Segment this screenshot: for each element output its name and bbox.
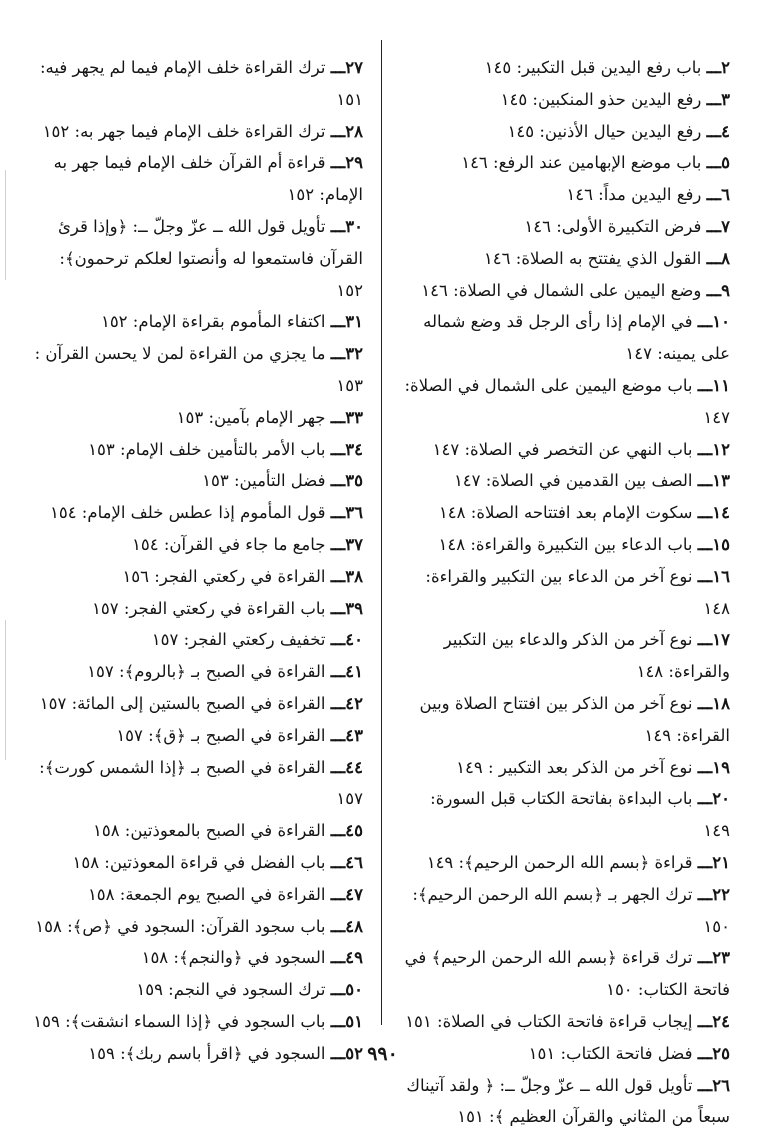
entry-title: باب سجود القرآن: السجود في ﴿ص﴾: ١٥٨ xyxy=(35,917,325,936)
entry-title: القراءة في الصبح بـ ﴿إذا الشمس كورت﴾: ١٥٧ xyxy=(39,758,363,809)
index-entry xyxy=(33,688,363,720)
index-entry xyxy=(33,815,363,847)
entry-number: ٢٨ـــ xyxy=(331,122,363,141)
index-entry xyxy=(400,306,730,370)
entry-title: تأويل قول الله ــ عزّ وجلّ ــ: ﴿ ولقد آتيناك سبعاً من المثاني والقرآن العظيم ﴾: ١٥١ xyxy=(406,1076,730,1127)
entry-title: قراءة أم القرآن خلف الإمام فيما جهر به الإمام: ١٥٢ xyxy=(54,153,363,204)
entry-title: القراءة في الصبح بالستين إلى المائة: ١٥٧ xyxy=(40,694,326,713)
entry-number: ٢١ـــ xyxy=(698,853,730,872)
index-entry xyxy=(400,116,730,148)
entry-number: ٢٦ـــ xyxy=(698,1076,730,1095)
entry-number: ٣٠ـــ xyxy=(331,217,363,236)
entry-number: ٤٦ـــ xyxy=(331,853,363,872)
entry-title: باب النهي عن التخصر في الصلاة: ١٤٧ xyxy=(433,440,693,459)
index-column-right xyxy=(400,52,730,1133)
entry-title: نوع آخر من الذكر والدعاء بين التكبير والقراءة: ١٤٨ xyxy=(444,630,730,681)
index-entry xyxy=(400,52,730,84)
entry-title: رفع اليدين حذو المنكبين: ١٤٥ xyxy=(501,90,702,109)
entry-number: ٤٣ـــ xyxy=(331,726,363,745)
entry-title: باب البداءة بفاتحة الكتاب قبل السورة: ١٤٩ xyxy=(430,789,730,840)
entry-title: جامع ما جاء في القرآن: ١٥٤ xyxy=(132,535,325,554)
index-entry xyxy=(33,434,363,466)
entry-title: باب السجود في ﴿إذا السماء انشقت﴾: ١٥٩ xyxy=(33,1012,325,1031)
entry-number: ٣٦ـــ xyxy=(331,503,363,522)
index-entry xyxy=(33,624,363,656)
column-divider xyxy=(381,40,382,1025)
index-entry xyxy=(400,783,730,847)
entry-title: فرض التكبيرة الأولى: ١٤٦ xyxy=(524,217,701,236)
entry-number: ٣١ـــ xyxy=(331,312,363,331)
scan-edge-mark xyxy=(5,620,6,760)
index-entry xyxy=(33,529,363,561)
scan-edge-mark xyxy=(5,170,6,280)
entry-number: ١٣ـــ xyxy=(698,471,730,490)
entry-number: ٢٥ـــ xyxy=(698,1044,730,1063)
entry-title: ما يجزي من القراءة لمن لا يحسن القرآن : ١٥٣ xyxy=(35,344,363,395)
entry-number: ٩ـــ xyxy=(707,281,730,300)
entry-title: سكوت الإمام بعد افتتاحه الصلاة: ١٤٨ xyxy=(439,503,693,522)
entry-title: ترك القراءة خلف الإمام فيما جهر به: ١٥٢ xyxy=(43,122,326,141)
entry-number: ٧ـــ xyxy=(707,217,730,236)
entry-title: في الإمام إذا رأى الرجل قد وضع شماله على يمينه: ١٤٧ xyxy=(423,312,730,363)
entry-title: نوع آخر من الذكر بعد التكبير : ١٤٩ xyxy=(456,758,692,777)
entry-number: ٢٩ـــ xyxy=(331,153,363,172)
index-entry xyxy=(33,338,363,402)
entry-title: رفع اليدين مداً: ١٤٦ xyxy=(566,185,701,204)
entry-title: رفع اليدين حيال الأذنين: ١٤٥ xyxy=(508,122,702,141)
entry-title: القراءة في الصبح بـ ﴿ق﴾: ١٥٧ xyxy=(116,726,325,745)
entry-number: ١٢ـــ xyxy=(698,440,730,459)
entry-number: ٤ـــ xyxy=(707,122,730,141)
entry-title: تخفيف ركعتي الفجر: ١٥٧ xyxy=(152,630,326,649)
index-entry xyxy=(400,434,730,466)
entry-title: قراءة ﴿بسم الله الرحمن الرحيم﴾: ١٤٩ xyxy=(427,853,693,872)
index-entry xyxy=(33,720,363,752)
entry-title: باب الدعاء بين التكبيرة والقراءة: ١٤٨ xyxy=(439,535,693,554)
index-entry xyxy=(33,147,363,211)
entry-title: باب موضع اليمين على الشمال في الصلاة: ١٤٧ xyxy=(404,376,730,427)
index-entry xyxy=(400,465,730,497)
index-entry xyxy=(33,593,363,625)
entry-number: ٣٣ـــ xyxy=(331,408,363,427)
entry-title: باب الأمر بالتأمين خلف الإمام: ١٥٣ xyxy=(88,440,325,459)
entry-title: فضل فاتحة الكتاب: ١٥١ xyxy=(529,1044,693,1063)
index-entry xyxy=(33,561,363,593)
entry-title: القراءة في الصبح يوم الجمعة: ١٥٨ xyxy=(88,885,326,904)
index-entry xyxy=(33,752,363,816)
entry-number: ١٧ـــ xyxy=(698,630,730,649)
index-entry xyxy=(33,402,363,434)
entry-number: ٥٠ـــ xyxy=(331,980,363,999)
index-entry xyxy=(400,275,730,307)
entry-number: ٣٤ـــ xyxy=(331,440,363,459)
entry-number: ١٤ـــ xyxy=(698,503,730,522)
index-entry xyxy=(33,879,363,911)
entry-number: ١٨ـــ xyxy=(698,694,730,713)
index-entry xyxy=(400,84,730,116)
entry-number: ٨ـــ xyxy=(707,249,730,268)
index-entry xyxy=(400,624,730,688)
index-column-left xyxy=(33,52,363,1070)
entry-number: ٢٤ـــ xyxy=(698,1012,730,1031)
entry-number: ١٦ـــ xyxy=(698,567,730,586)
index-entry xyxy=(400,847,730,879)
index-entry xyxy=(400,147,730,179)
index-entry xyxy=(33,116,363,148)
entry-number: ٣٧ـــ xyxy=(331,535,363,554)
entry-title: الصف بين القدمين في الصلاة: ١٤٧ xyxy=(454,471,693,490)
entry-number: ٣ـــ xyxy=(707,90,730,109)
index-entry xyxy=(400,497,730,529)
entry-title: فضل التأمين: ١٥٣ xyxy=(202,471,325,490)
entry-number: ١١ـــ xyxy=(698,376,730,395)
index-entry xyxy=(400,1006,730,1038)
entry-title: نوع آخر من الدعاء بين التكبير والقراءة: ١٤٨ xyxy=(425,567,730,618)
entry-title: ترك قراءة ﴿بسم الله الرحمن الرحيم﴾ في فاتحة الكتاب: ١٥٠ xyxy=(405,948,730,999)
entry-title: ترك الجهر بـ ﴿بسم الله الرحمن الرحيم﴾: ١٥٠ xyxy=(412,885,730,936)
index-entry xyxy=(400,243,730,275)
index-entry xyxy=(33,465,363,497)
entry-number: ٤٧ـــ xyxy=(331,885,363,904)
index-entry xyxy=(400,752,730,784)
entry-number: ٤٤ـــ xyxy=(331,758,363,777)
index-entry xyxy=(33,911,363,943)
entry-title: تأويل قول الله ــ عزّ وجلّ ــ: ﴿وإذا قرئ القرآن فاستمعوا له وأنصتوا لعلكم ترحمون﴾: ١٥٢ xyxy=(58,217,363,300)
index-entry xyxy=(33,306,363,338)
entry-title: القراءة في الصبح بـ ﴿بالروم﴾: ١٥٧ xyxy=(87,662,325,681)
entry-title: باب الفضل في قراءة المعوذتين: ١٥٨ xyxy=(72,853,325,872)
index-entry xyxy=(400,370,730,434)
entry-title: القول الذي يفتتح به الصلاة: ١٤٦ xyxy=(484,249,701,268)
index-entry xyxy=(400,942,730,1006)
index-entry xyxy=(400,1070,730,1133)
entry-number: ٢ـــ xyxy=(707,58,730,77)
index-entry xyxy=(33,52,363,116)
entry-number: ٢٣ـــ xyxy=(698,948,730,967)
entry-title: السجود في ﴿والنجم﴾: ١٥٨ xyxy=(142,948,326,967)
index-entry xyxy=(400,561,730,625)
page-number: ٩٩٠ xyxy=(0,1043,765,1065)
entry-title: إيجاب قراءة فاتحة الكتاب في الصلاة: ١٥١ xyxy=(405,1012,692,1031)
index-entry xyxy=(400,529,730,561)
index-entry xyxy=(400,879,730,943)
index-entry xyxy=(400,211,730,243)
entry-title: ترك القراءة خلف الإمام فيما لم يجهر فيه: ١٥١ xyxy=(40,58,363,109)
entry-title: نوع آخر من الذكر بين افتتاح الصلاة وبين القراءة: ١٤٩ xyxy=(420,694,730,745)
entry-number: ٤٢ـــ xyxy=(331,694,363,713)
entry-number: ٣٩ـــ xyxy=(331,599,363,618)
entry-title: قول المأموم إذا عطس خلف الإمام: ١٥٤ xyxy=(50,503,326,522)
entry-title: باب رفع اليدين قبل التكبير: ١٤٥ xyxy=(485,58,702,77)
entry-number: ٣٥ـــ xyxy=(331,471,363,490)
entry-number: ١٩ـــ xyxy=(698,758,730,777)
entry-title: القراءة في الصبح بالمعوذتين: ١٥٨ xyxy=(93,821,326,840)
index-entry xyxy=(33,974,363,1006)
index-entry xyxy=(33,497,363,529)
entry-number: ٦ـــ xyxy=(707,185,730,204)
entry-title: السجود في ﴿اقرأ باسم ربك﴾: ١٥٩ xyxy=(88,1044,325,1063)
entry-title: ترك السجود في النجم: ١٥٩ xyxy=(136,980,325,999)
entry-number: ١٥ـــ xyxy=(698,535,730,554)
entry-number: ١٠ـــ xyxy=(698,312,730,331)
index-entry xyxy=(400,179,730,211)
entry-number: ٥١ـــ xyxy=(331,1012,363,1031)
index-entry xyxy=(33,847,363,879)
index-entry xyxy=(400,688,730,752)
entry-number: ٣٨ـــ xyxy=(331,567,363,586)
entry-number: ٤٠ـــ xyxy=(331,630,363,649)
entry-number: ٣٢ـــ xyxy=(331,344,363,363)
entry-title: القراءة في ركعتي الفجر: ١٥٦ xyxy=(122,567,325,586)
entry-number: ٥ـــ xyxy=(707,153,730,172)
entry-number: ٤٩ـــ xyxy=(331,948,363,967)
entry-title: باب القراءة في ركعتي الفجر: ١٥٧ xyxy=(92,599,325,618)
entry-number: ٤٥ـــ xyxy=(331,821,363,840)
entry-number: ٤٨ـــ xyxy=(331,917,363,936)
entry-title: وضع اليمين على الشمال في الصلاة: ١٤٦ xyxy=(421,281,701,300)
entry-number: ٢٠ـــ xyxy=(698,789,730,808)
entry-title: باب موضع الإبهامين عند الرفع: ١٤٦ xyxy=(461,153,701,172)
entry-title: اكتفاء المأموم بقراءة الإمام: ١٥٢ xyxy=(101,312,326,331)
index-entry xyxy=(33,1006,363,1038)
index-entry xyxy=(33,942,363,974)
entry-number: ٢٢ـــ xyxy=(698,885,730,904)
entry-title: جهر الإمام بآمين: ١٥٣ xyxy=(177,408,326,427)
entry-number: ٢٧ـــ xyxy=(331,58,363,77)
entry-number: ٤١ـــ xyxy=(331,662,363,681)
index-entry xyxy=(33,211,363,306)
index-entry xyxy=(33,656,363,688)
entry-number: ٥٢ـــ xyxy=(331,1044,363,1063)
